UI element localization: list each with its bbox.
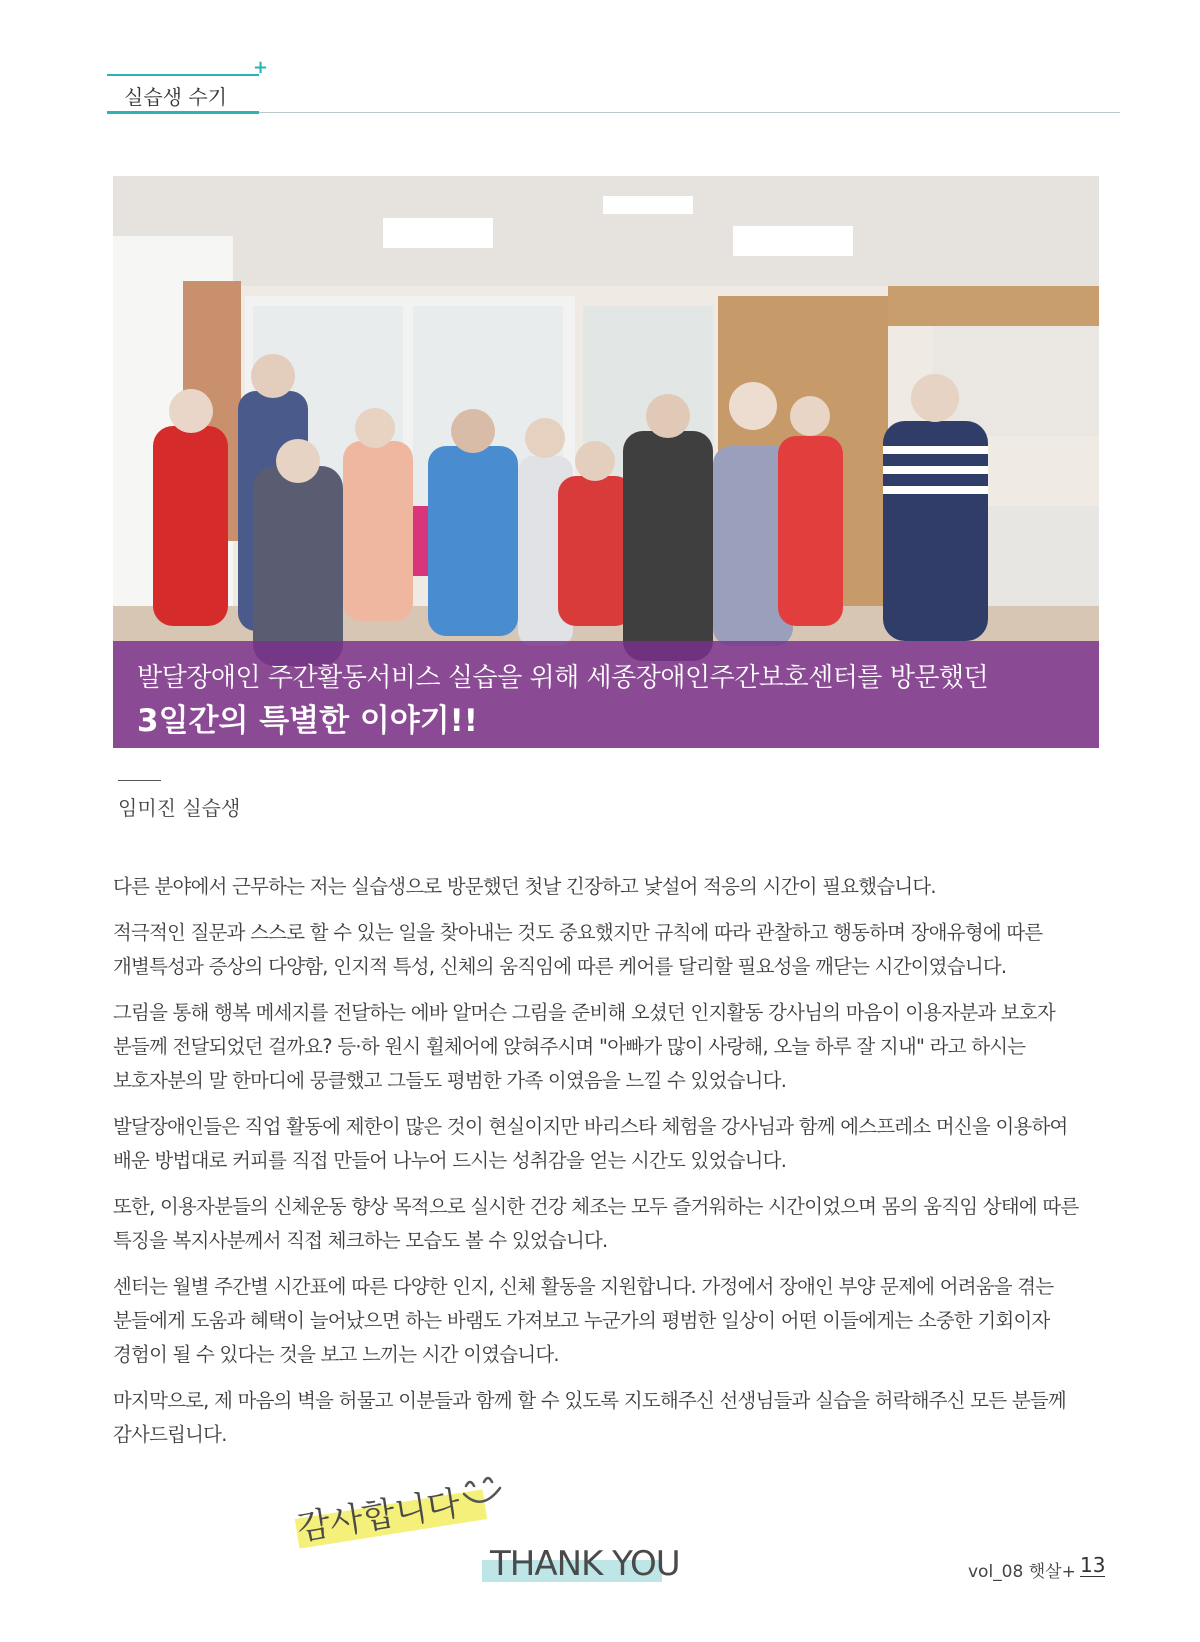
section-title: 실습생 수기 bbox=[124, 85, 227, 109]
thanks-korean: 감사합니다 bbox=[294, 1483, 463, 1549]
thanks-english: THANK YOU bbox=[490, 1544, 680, 1584]
page-number: 13 bbox=[1080, 1553, 1106, 1577]
plus-icon: + bbox=[253, 57, 269, 78]
group-photo bbox=[113, 176, 1099, 748]
paragraph: 마지막으로, 제 마음의 벽을 허물고 이분들과 함께 할 수 있도록 지도해주신 선생님들과 실습을 허락해주신 모든 분들께 감사드립니다. bbox=[113, 1389, 1066, 1446]
caption-line-1: 발달장애인 주간활동서비스 실습을 위해 세종장애인주간보호센터를 방문했던 bbox=[137, 663, 989, 693]
article-body bbox=[113, 870, 1099, 1464]
caption-line-2: 3일간의 특별한 이야기!! bbox=[137, 703, 478, 739]
header-underline bbox=[107, 111, 259, 114]
paragraph: 발달장애인들은 직업 활동에 제한이 많은 것이 현실이지만 바리스타 체험을 강사님과 함께 에스프레소 머신을 이용하여 배운 방법대로 커피를 직접 만들어 나누어 드시는 성취감을 얻는 시간도 있었습니다. bbox=[113, 1115, 1068, 1172]
paragraph: 적극적인 질문과 스스로 할 수 있는 일을 찾아내는 것도 중요했지만 규칙에 따라 관찰하고 행동하며 장애유형에 따른 개별특성과 증상의 다양함, 인지적 특성, 신체의 움직임에 따른 케어를 달리할 필요성을 깨닫는 시간이였습니다. bbox=[113, 921, 1043, 978]
paragraph: 다른 분야에서 근무하는 저는 실습생으로 방문했던 첫날 긴장하고 낯설어 적응의 시간이 필요했습니다. bbox=[113, 875, 936, 898]
smile-icon bbox=[460, 1470, 506, 1510]
magazine-folio: vol_08 햇살+ bbox=[968, 1562, 1076, 1582]
thank-you-lettering bbox=[290, 1470, 690, 1600]
header-accent-line bbox=[107, 74, 259, 76]
paragraph: 그림을 통해 행복 메세지를 전달하는 에바 알머슨 그림을 준비해 오셨던 인지활동 강사님의 마음이 이용자분과 보호자 분들께 전달되었던 걸까요? 등·하 원시 휠체어에 앉혀주시며 "아빠가 많이 사랑해, 오늘 하루 잘 지내" 라고 하시는 보호자분의 말 한마디에 뭉클했고 그들도 평범한 가족 이였음을 느낄 수 있었습니다. bbox=[113, 1001, 1055, 1092]
paragraph: 또한, 이용자분들의 신체운동 향상 목적으로 실시한 건강 체조는 모두 즐거워하는 시간이었으며 몸의 움직임 상태에 따른 특징을 복지사분께서 직접 체크하는 모습도 볼 수 있었습니다. bbox=[113, 1195, 1079, 1252]
page-header bbox=[107, 57, 1120, 116]
paragraph: 센터는 월별 주간별 시간표에 따른 다양한 인지, 신체 활동을 지원합니다. 가정에서 장애인 부양 문제에 어려움을 겪는 분들에게 도움과 혜택이 늘어났으면 하는 바램도 가져보고 누군가의 평범한 일상이 어떤 이들에게는 소중한 기회이자 경험이 될 수 있다는 것을 보고 느끼는 시간 이였습니다. bbox=[113, 1275, 1054, 1366]
photo-caption bbox=[113, 641, 1099, 748]
author-name: 임미진 실습생 bbox=[118, 796, 241, 820]
author-divider bbox=[118, 780, 161, 781]
